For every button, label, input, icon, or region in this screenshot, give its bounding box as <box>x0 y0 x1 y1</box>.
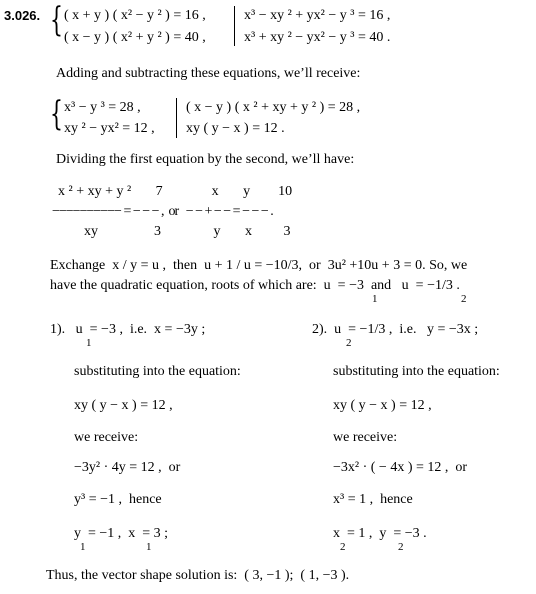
case1-cube: y³ = −1 , hence <box>74 492 162 507</box>
system1-right-eq1: x³ − xy ² + yx² − y ³ = 16 , <box>244 8 391 23</box>
system-divider <box>176 98 177 138</box>
case2-cube: x³ = 1 , hence <box>333 492 413 507</box>
conclusion: Thus, the vector shape solution is: ( 3, −1 ); ( 1, −3 ). <box>46 568 350 583</box>
case1-substituting: substituting into the equation: <box>74 364 241 379</box>
subscript: 2 <box>340 541 346 553</box>
subscript: 1 <box>80 541 86 553</box>
subscript: 1 <box>146 541 152 553</box>
case2-equation: xy ( y − x ) = 12 , <box>333 398 432 413</box>
system-divider <box>234 6 235 46</box>
fraction-bars: −−−−−−−−−− = − − − , or − − + − − = − − − . <box>52 204 273 219</box>
exchange-line-2: have the quadratic equation, roots of which are: u = −3 and u = −1/3 . <box>50 278 460 293</box>
case1-receive: we receive: <box>74 430 139 445</box>
case2-substituting: substituting into the equation: <box>333 364 500 379</box>
case2-result: x = 1 , y = −3 . <box>333 526 427 541</box>
dividing-text: Dividing the first equation by the second, we’ll have: <box>56 152 355 167</box>
fraction-denominators: xy 3 y x 3 <box>84 224 291 239</box>
subscript: 1 <box>86 337 92 349</box>
left-brace: { <box>50 94 63 134</box>
subscript: 2 <box>346 337 352 349</box>
case2-header: 2). u = −1/3 , i.e. y = −3x ; <box>312 322 479 337</box>
system2-left-eq2: xy ² − yx² = 12 , <box>64 121 155 136</box>
case1-equation: xy ( y − x ) = 12 , <box>74 398 173 413</box>
case2-step: −3x² · ( − 4x ) = 12 , or <box>333 460 468 475</box>
problem-number: 3.026. <box>4 8 41 23</box>
system1-left-eq1: ( x + y ) ( x² − y ² ) = 16 , <box>64 8 206 23</box>
system2-left-eq1: x³ − y ³ = 28 , <box>64 100 141 115</box>
subscript: 1 <box>372 293 378 305</box>
fraction-numerators: x ² + xy + y ² 7 x y 10 <box>58 184 293 199</box>
case1-step: −3y² · 4y = 12 , or <box>74 460 181 475</box>
system1-left-eq2: ( x − y ) ( x² + y ² ) = 40 , <box>64 30 206 45</box>
adding-text: Adding and subtracting these equations, we’ll receive: <box>56 66 361 81</box>
case1-header: 1). u = −3 , i.e. x = −3y ; <box>50 322 206 337</box>
system2-right-eq2: xy ( y − x ) = 12 . <box>186 121 285 136</box>
system2-right-eq1: ( x − y ) ( x ² + xy + y ² ) = 28 , <box>186 100 361 115</box>
left-brace: { <box>50 0 63 40</box>
exchange-line-1: Exchange x / y = u , then u + 1 / u = −10/3, or 3u² +10u + 3 = 0. So, we <box>50 258 468 273</box>
subscript: 2 <box>398 541 404 553</box>
case2-receive: we receive: <box>333 430 398 445</box>
system1-right-eq2: x³ + xy ² − yx² − y ³ = 40 . <box>244 30 391 45</box>
case1-result: y = −1 , x = 3 ; <box>74 526 169 541</box>
subscript: 2 <box>461 293 467 305</box>
